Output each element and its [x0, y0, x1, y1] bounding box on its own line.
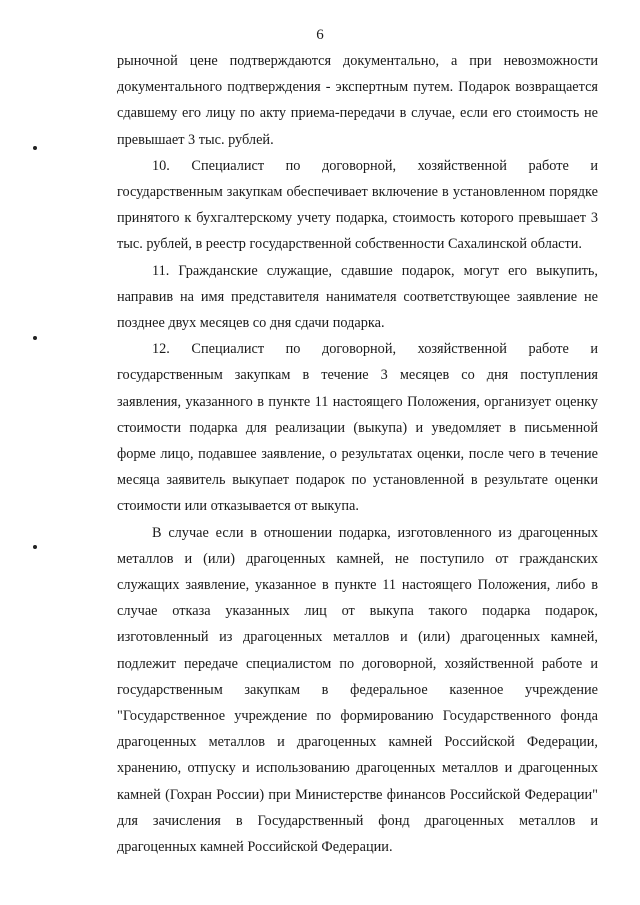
page-number: 6 [316, 27, 324, 43]
paragraph-item-10: 10. Специалист по договорной, хозяйственной работе и государственным закупкам обеспечивает включение в установленном порядке принятого к бухгалтерскому учету подарка, стоимость которого превышает 3 тыс. рублей, в реестр государственной собственности Сахалинской области. [117, 157, 598, 253]
scan-mark [33, 336, 37, 340]
paragraph-item-11: 11. Гражданские служащие, сдавшие подарок, могут его выкупить, направив на имя представителя нанимателя соответствующее заявление не позднее двух месяцев со дня сдачи подарка. [117, 262, 598, 332]
scan-mark [33, 146, 37, 150]
paragraph-item-12: 12. Специалист по договорной, хозяйственной работе и государственным закупкам в течение 3 месяцев со дня поступления заявления, указанного в пункте 11 настоящего Положения, организует оценку стоимости подарка для реализации (выкупа) и уведомляет в письменной форме лицо, подавшее заявление, о результатах оценки, после чего в течение месяца заявитель выкупает подарок по установленной в результате оценки стоимости или отказывается от выкупа. [117, 341, 598, 515]
paragraph-continuation: рыночной цене подтверждаются документально, а при невозможности документального подтверждения - экспертным путем. Подарок возвращается сдавшему его лицу по акту приема-передачи в случае, если его стоимость не превышает 3 тыс. рублей. [117, 53, 598, 148]
document-body [117, 48, 598, 860]
paragraph-precious-metals: В случае если в отношении подарка, изготовленного из драгоценных металлов и (или) драгоценных камней, не поступило от гражданских служащих заявление, указанное в пункте 11 настоящего Положения, либо в случае отказа указанных лиц от выкупа такого подарка подарок, изготовленный из драгоценных металлов и (или) драгоценных камней, подлежит передаче специалистом по договорной, хозяйственной работе и государственным закупкам в федеральное казенное учреждение "Государственное учреждение по формированию Государственного фонда драгоценных металлов и драгоценных камней Российской Федерации, хранению, отпуску и использованию драгоценных металлов и драгоценных камней (Гохран России) при Министерстве финансов Российской Федерации" для зачисления в Государственный фонд драгоценных металлов и драгоценных камней Российской Федерации. [117, 524, 598, 856]
scan-mark [33, 545, 37, 549]
